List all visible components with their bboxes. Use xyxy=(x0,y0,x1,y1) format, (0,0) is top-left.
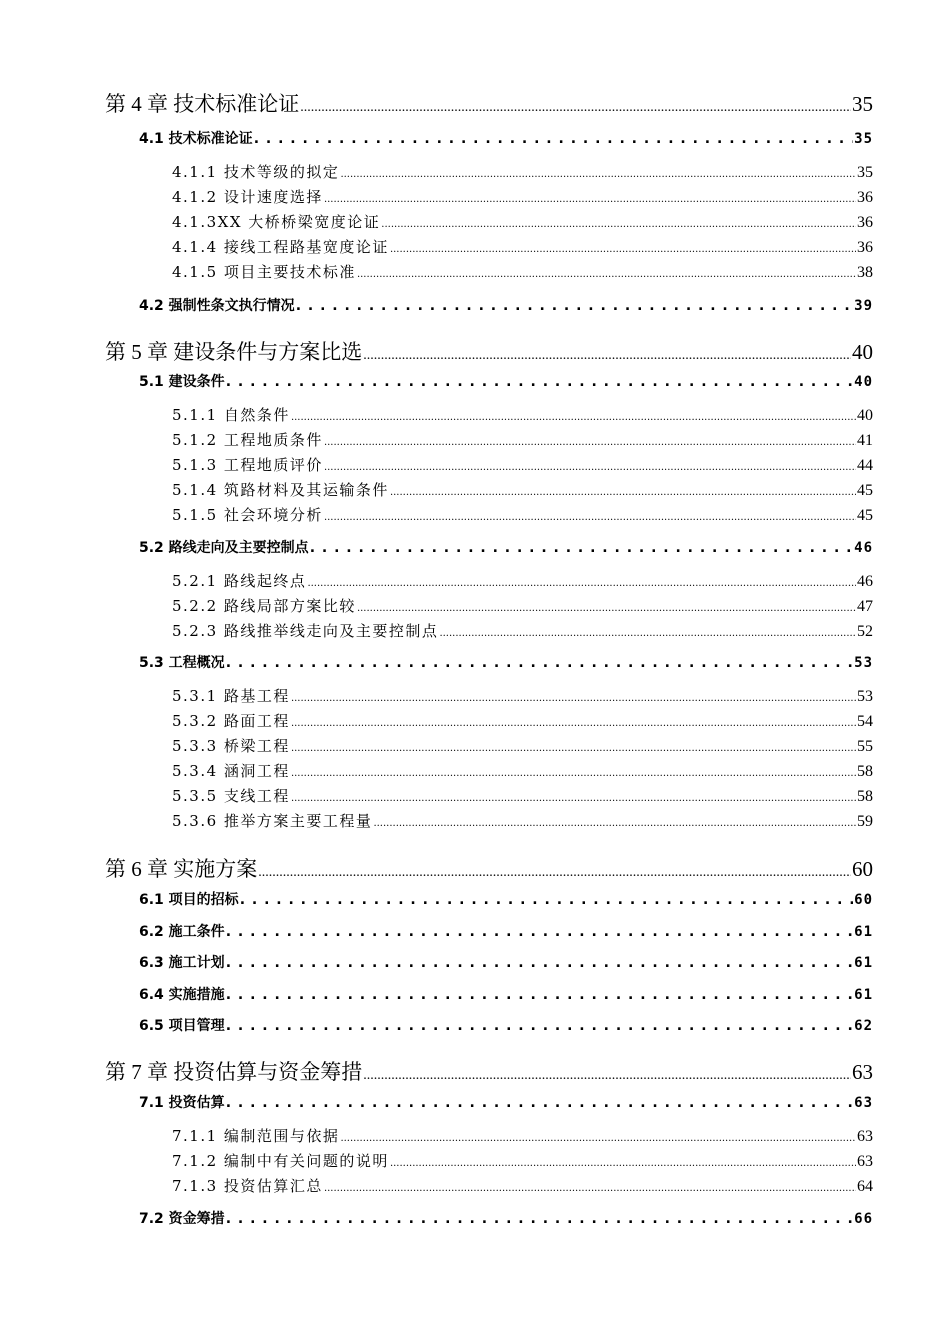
toc-subsection-entry[interactable] xyxy=(105,810,873,831)
toc-leader-dots xyxy=(226,924,853,940)
toc-entry-title: 5.3.2 路面工程 xyxy=(172,712,290,730)
toc-entry-title: 4.1.3XX 大桥桥梁宽度论证 xyxy=(172,213,381,231)
toc-leader-dots xyxy=(300,92,851,117)
toc-leader-dots xyxy=(310,540,853,556)
toc-leader-dots xyxy=(226,955,853,971)
toc-subsection-entry[interactable] xyxy=(105,595,873,616)
toc-subsection-entry[interactable] xyxy=(105,685,873,706)
toc-page-number: 63 xyxy=(857,1153,873,1170)
toc-page-number: 63 xyxy=(854,1095,873,1111)
toc-subsection-entry[interactable] xyxy=(105,620,873,641)
toc-subsection-entry[interactable] xyxy=(105,236,873,257)
toc-page-number: 35 xyxy=(854,131,873,147)
toc-leader-dots xyxy=(226,1095,853,1111)
toc-leader-dots xyxy=(226,1211,853,1227)
toc-subsection-entry[interactable] xyxy=(105,1175,873,1196)
toc-leader-dots xyxy=(291,406,856,424)
toc-entry-title: 5.1.2 工程地质条件 xyxy=(172,431,323,449)
toc-page-number: 59 xyxy=(857,813,873,830)
toc-leader-dots xyxy=(240,892,853,908)
toc-entry-title: 7.2 资金筹措 xyxy=(139,1211,225,1227)
toc-section-entry[interactable] xyxy=(105,295,873,315)
toc-page-number: 46 xyxy=(854,540,873,556)
toc-page-number: 38 xyxy=(857,264,873,281)
toc-entry-title: 7.1 投资估算 xyxy=(139,1095,225,1111)
toc-page-number: 62 xyxy=(854,1018,873,1034)
toc-leader-dots xyxy=(226,987,853,1003)
toc-entry-title: 4.1.5 项目主要技术标准 xyxy=(172,263,356,281)
toc-entry-title: 5.3 工程概况 xyxy=(139,655,225,671)
toc-leader-dots xyxy=(291,687,856,705)
toc-subsection-entry[interactable] xyxy=(105,161,873,182)
toc-leader-dots xyxy=(324,188,856,206)
toc-page-number: 47 xyxy=(857,598,873,615)
toc-page-number: 36 xyxy=(857,239,873,256)
toc-page-number: 54 xyxy=(857,713,873,730)
toc-subsection-entry[interactable] xyxy=(105,760,873,781)
toc-entry-title: 5.2.3 路线推举线走向及主要控制点 xyxy=(172,622,439,640)
toc-leader-dots xyxy=(226,374,853,390)
toc-entry-title: 6.5 项目管理 xyxy=(139,1018,225,1034)
toc-leader-dots xyxy=(340,163,856,181)
toc-subsection-entry[interactable] xyxy=(105,404,873,425)
toc-subsection-entry[interactable] xyxy=(105,454,873,475)
toc-page-number: 52 xyxy=(857,623,873,640)
toc-leader-dots xyxy=(226,655,853,671)
toc-leader-dots xyxy=(258,857,851,882)
toc-page-number: 46 xyxy=(857,573,873,590)
toc-leader-dots xyxy=(291,762,856,780)
toc-page-number: 64 xyxy=(857,1178,873,1195)
toc-leader-dots xyxy=(307,572,856,590)
toc-entry-title: 4.1.4 接线工程路基宽度论证 xyxy=(172,238,389,256)
toc-chapter-entry[interactable] xyxy=(105,1056,873,1086)
toc-entry-title: 5.2.2 路线局部方案比较 xyxy=(172,597,356,615)
toc-chapter-entry[interactable] xyxy=(105,88,873,118)
toc-entry-title: 7.1.2 编制中有关问题的说明 xyxy=(172,1152,389,1170)
toc-entry-title: 5.2.1 路线起终点 xyxy=(172,572,307,590)
toc-subsection-entry[interactable] xyxy=(105,429,873,450)
toc-leader-dots xyxy=(381,213,856,231)
toc-entry-title: 第 5 章 建设条件与方案比选 xyxy=(105,340,363,364)
toc-leader-dots xyxy=(291,737,856,755)
toc-entry-title: 5.3.1 路基工程 xyxy=(172,687,290,705)
toc-entry-title: 6.1 项目的招标 xyxy=(139,892,239,908)
toc-page-number: 60 xyxy=(854,892,873,908)
toc-entry-title: 5.2 路线走向及主要控制点 xyxy=(139,540,309,556)
toc-entry-title: 5.3.4 涵洞工程 xyxy=(172,762,290,780)
toc-entry-title: 第 6 章 实施方案 xyxy=(105,857,258,881)
toc-page-number: 61 xyxy=(854,987,873,1003)
toc-leader-dots xyxy=(296,298,853,314)
toc-entry-title: 5.1.3 工程地质评价 xyxy=(172,456,323,474)
toc-leader-dots xyxy=(291,712,856,730)
toc-entry-title: 6.2 施工条件 xyxy=(139,924,225,940)
toc-leader-dots xyxy=(324,506,856,524)
toc-page-number: 58 xyxy=(857,788,873,805)
toc-page-number: 66 xyxy=(854,1211,873,1227)
toc-section-entry[interactable] xyxy=(105,652,873,672)
toc-entry-title: 4.1 技术标准论证 xyxy=(139,131,253,147)
toc-page-number: 53 xyxy=(857,688,873,705)
toc-subsection-entry[interactable] xyxy=(105,211,873,232)
toc-subsection-entry[interactable] xyxy=(105,186,873,207)
toc-section-entry[interactable] xyxy=(105,1208,873,1228)
toc-page-number: 35 xyxy=(852,92,873,116)
toc-leader-dots xyxy=(324,1177,856,1195)
toc-entry-title: 5.3.6 推举方案主要工程量 xyxy=(172,812,373,830)
toc-page-number: 40 xyxy=(857,407,873,424)
toc-entry-title: 第 7 章 投资估算与资金筹措 xyxy=(105,1060,363,1084)
toc-page-number: 39 xyxy=(854,298,873,314)
toc-chapter-entry[interactable] xyxy=(105,336,873,366)
toc-entry-title: 5.3.5 支线工程 xyxy=(172,787,290,805)
toc-page-number: 45 xyxy=(857,482,873,499)
toc-leader-dots xyxy=(390,238,856,256)
toc-section-entry[interactable] xyxy=(105,952,873,972)
toc-subsection-entry[interactable] xyxy=(105,1150,873,1171)
toc-leader-dots xyxy=(390,1152,856,1170)
toc-leader-dots xyxy=(363,340,851,365)
toc-entry-title: 5.3.3 桥梁工程 xyxy=(172,737,290,755)
toc-subsection-entry[interactable] xyxy=(105,1125,873,1146)
toc-subsection-entry[interactable] xyxy=(105,785,873,806)
toc-chapter-entry[interactable] xyxy=(105,853,873,883)
toc-page-number: 35 xyxy=(857,164,873,181)
toc-entry-title: 6.3 施工计划 xyxy=(139,955,225,971)
toc-leader-dots xyxy=(357,263,856,281)
toc-entry-title: 5.1 建设条件 xyxy=(139,374,225,390)
toc-entry-title: 7.1.3 投资估算汇总 xyxy=(172,1177,323,1195)
toc-page-number: 61 xyxy=(854,955,873,971)
toc-subsection-entry[interactable] xyxy=(105,504,873,525)
toc-subsection-entry[interactable] xyxy=(105,710,873,731)
toc-entry-title: 7.1.1 编制范围与依据 xyxy=(172,1127,340,1145)
toc-entry-title: 4.1.1 技术等级的拟定 xyxy=(172,163,340,181)
toc-page-number: 41 xyxy=(857,432,873,449)
toc-section-entry[interactable] xyxy=(105,1015,873,1035)
toc-section-entry[interactable] xyxy=(105,889,873,909)
toc-leader-dots xyxy=(226,1018,853,1034)
toc-entry-title: 5.1.1 自然条件 xyxy=(172,406,290,424)
toc-subsection-entry[interactable] xyxy=(105,261,873,282)
toc-section-entry[interactable] xyxy=(105,128,873,148)
toc-entry-title: 5.1.4 筑路材料及其运输条件 xyxy=(172,481,389,499)
toc-page-number: 63 xyxy=(857,1128,873,1145)
toc-leader-dots xyxy=(363,1060,851,1085)
toc-entry-title: 5.1.5 社会环境分析 xyxy=(172,506,323,524)
toc-page-number: 53 xyxy=(854,655,873,671)
toc-section-entry[interactable] xyxy=(105,984,873,1004)
toc-subsection-entry[interactable] xyxy=(105,570,873,591)
toc-page-number: 55 xyxy=(857,738,873,755)
toc-leader-dots xyxy=(340,1127,856,1145)
toc-leader-dots xyxy=(357,597,856,615)
toc-page-number: 36 xyxy=(857,214,873,231)
toc-subsection-entry[interactable] xyxy=(105,479,873,500)
toc-leader-dots xyxy=(373,812,856,830)
toc-page-number: 40 xyxy=(854,374,873,390)
toc-leader-dots xyxy=(390,481,856,499)
toc-entry-title: 4.2 强制性条文执行情况 xyxy=(139,298,295,314)
toc-leader-dots xyxy=(291,787,856,805)
toc-page-number: 63 xyxy=(852,1060,873,1084)
toc-leader-dots xyxy=(324,456,856,474)
toc-page-number: 45 xyxy=(857,507,873,524)
toc-page-number: 36 xyxy=(857,189,873,206)
toc-entry-title: 第 4 章 技术标准论证 xyxy=(105,92,300,116)
toc-leader-dots xyxy=(254,131,853,147)
toc-page-number: 58 xyxy=(857,763,873,780)
toc-leader-dots xyxy=(439,622,856,640)
toc-entry-title: 4.1.2 设计速度选择 xyxy=(172,188,323,206)
toc-leader-dots xyxy=(324,431,856,449)
toc-page-number: 44 xyxy=(857,457,873,474)
toc-entry-title: 6.4 实施措施 xyxy=(139,987,225,1003)
toc-section-entry[interactable] xyxy=(105,1092,873,1112)
toc-page-number: 40 xyxy=(852,340,873,364)
toc-section-entry[interactable] xyxy=(105,921,873,941)
toc-page-number: 61 xyxy=(854,924,873,940)
toc-section-entry[interactable] xyxy=(105,537,873,557)
toc-subsection-entry[interactable] xyxy=(105,735,873,756)
toc-page-number: 60 xyxy=(852,857,873,881)
toc-section-entry[interactable] xyxy=(105,371,873,391)
